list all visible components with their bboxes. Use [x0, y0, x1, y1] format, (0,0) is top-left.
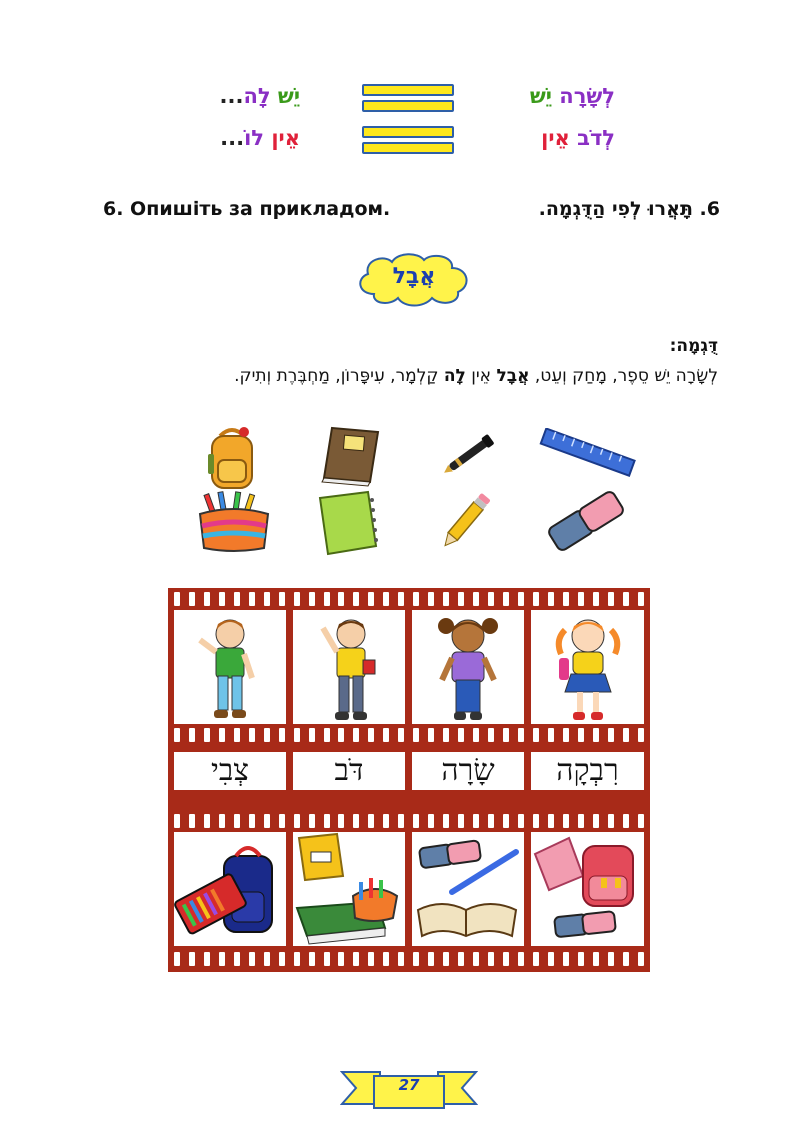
- ellipsis: ...: [220, 126, 245, 150]
- example-part3: קַלְמָר, עִיפָּרוֹן, מַחְבֶּרֶת וְתִיק.: [234, 366, 439, 386]
- example-part1: לְשָׂרָה יֵשׁ סֵפֶר, מָחַק וְעֵט,: [534, 366, 718, 386]
- word-leSarah: לְשָׂרָה: [559, 84, 615, 108]
- equals-sign-top: [362, 84, 454, 114]
- name-tzvi: צְבִי: [174, 752, 286, 790]
- child-tzvi-cell: [174, 610, 286, 724]
- page-number: 27: [398, 1076, 420, 1094]
- name-rivka: רִבְקָה: [531, 752, 644, 790]
- film-strip: [168, 588, 650, 972]
- perforation-row: [174, 952, 644, 966]
- girl-icon: [412, 610, 524, 724]
- word-ein: אֵין: [271, 126, 300, 150]
- grammar-row1-left: [220, 84, 301, 108]
- items-rivka-cell: [531, 832, 644, 946]
- grammar-row1-right: [530, 84, 615, 108]
- ellipsis: ...: [219, 84, 244, 108]
- child-dov-cell: [293, 610, 405, 724]
- ruler-icon: [536, 428, 638, 480]
- book-icon: [318, 422, 384, 488]
- child-sarah-cell: [412, 610, 524, 724]
- pencil-case-icon: [194, 490, 272, 554]
- perforation-row: [174, 814, 644, 828]
- name-sarah: שָׂרָה: [412, 752, 524, 790]
- word-ein: אֵין: [541, 126, 570, 150]
- example-sentence: [234, 366, 718, 386]
- name-dov: דֹּב: [293, 752, 405, 790]
- word-lo: לוֹ: [244, 126, 264, 150]
- notebook-book-icon: [293, 832, 405, 946]
- example-label: דֻּגְמָה:: [669, 336, 718, 356]
- eraser-book-pen-icon: [412, 832, 524, 946]
- page-number-banner: [340, 1068, 478, 1112]
- girl-icon: [531, 610, 644, 724]
- word-yesh: יֵשׁ: [529, 84, 552, 108]
- example-part2: אֵין: [471, 366, 492, 386]
- items-sarah-cell: [412, 832, 524, 946]
- word-yesh: יֵשׁ: [277, 84, 300, 108]
- pencil-icon: [434, 486, 500, 556]
- task-heading-ukrainian: 6. Опишіть за прикладом.: [103, 198, 391, 220]
- boy-icon: [293, 610, 405, 724]
- backpack-pencil-case-icon: [174, 832, 286, 946]
- grammar-row2-right: [541, 126, 615, 150]
- eraser-icon: [540, 488, 632, 554]
- word-lah: לָה: [243, 84, 271, 108]
- equals-sign-bottom: [362, 126, 454, 156]
- items-dov-cell: [293, 832, 405, 946]
- notebook-backpack-eraser-icon: [531, 832, 644, 946]
- example-bold-aval: אֲבָל: [496, 366, 530, 386]
- task-heading-hebrew: 6. תָּאֲרוּ לְפִי הַדֻּגְמָה.: [538, 198, 720, 220]
- items-tzvi-cell: [174, 832, 286, 946]
- grammar-row2-left: [220, 126, 300, 150]
- word-leDov: לְדֹב: [577, 126, 615, 150]
- child-rivka-cell: [531, 610, 644, 724]
- boy-icon: [174, 610, 286, 724]
- example-bold-lah: לָה: [443, 366, 466, 386]
- pen-icon: [436, 428, 504, 480]
- notebook-icon: [316, 488, 382, 558]
- perforation-row: [174, 592, 644, 606]
- backpack-icon: [204, 424, 260, 492]
- cloud-bubble: [352, 250, 476, 308]
- cloud-word: אֲבָל: [392, 264, 436, 289]
- perforation-row: [174, 728, 644, 742]
